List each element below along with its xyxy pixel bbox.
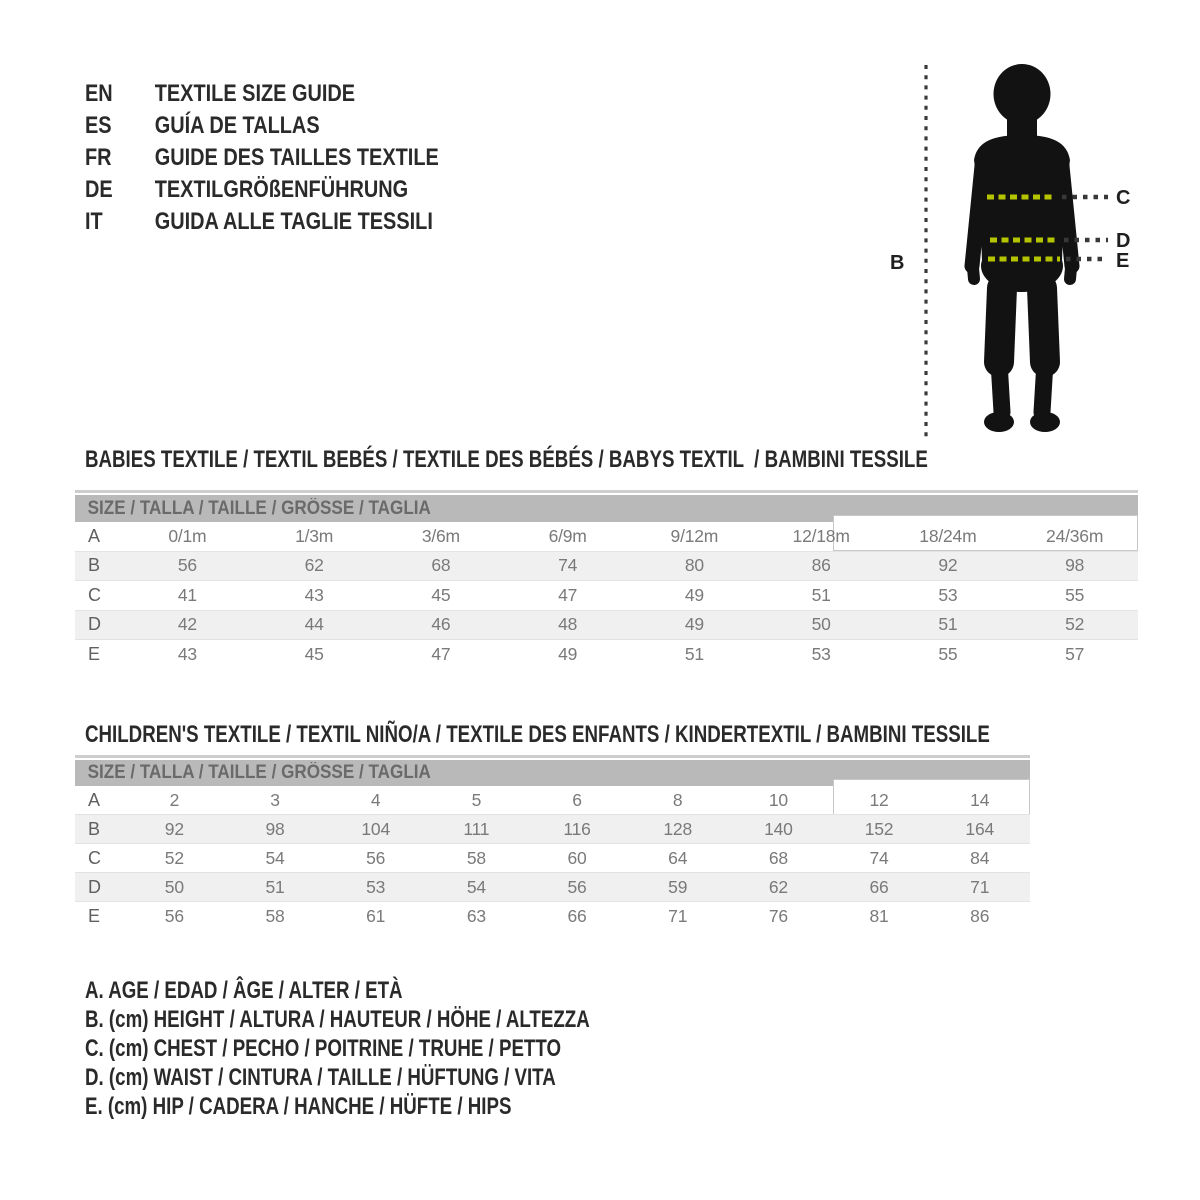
table-cell: 52 bbox=[164, 847, 184, 868]
table-row-C bbox=[75, 581, 1138, 611]
table-cell: 81 bbox=[869, 906, 889, 926]
language-row bbox=[85, 78, 439, 110]
table-cell: 56 bbox=[567, 876, 587, 897]
table-row-D bbox=[75, 873, 1030, 902]
table-cell: 86 bbox=[970, 906, 990, 926]
table-cell: 3/6m bbox=[421, 525, 460, 546]
language-title: TEXTILE SIZE GUIDE bbox=[154, 80, 356, 107]
language-title: GUIDA ALLE TAGLIE TESSILI bbox=[154, 208, 433, 235]
table-cell: 98 bbox=[265, 818, 285, 839]
table-cell: 164 bbox=[965, 818, 995, 839]
table-cell: 64 bbox=[668, 847, 688, 868]
babies-size-table bbox=[75, 490, 1138, 670]
table-cell: 56 bbox=[366, 847, 386, 868]
table-cell: 3 bbox=[270, 789, 280, 810]
table-cell: 66 bbox=[869, 876, 889, 897]
table-cell: 8 bbox=[672, 789, 683, 810]
table-cell: 43 bbox=[177, 644, 197, 665]
table-cell: 63 bbox=[466, 906, 486, 926]
table-row-E bbox=[75, 640, 1138, 670]
table-row-A bbox=[75, 522, 1138, 552]
table-cell: 104 bbox=[361, 818, 390, 839]
table-cell: 111 bbox=[463, 818, 490, 839]
table-cell: 54 bbox=[466, 876, 486, 897]
table-cell: 45 bbox=[304, 644, 324, 665]
table-cell: 58 bbox=[466, 847, 486, 868]
table-cell: 98 bbox=[1065, 555, 1085, 576]
hip-label: E bbox=[1116, 250, 1130, 272]
table-cell: 24/36m bbox=[1046, 525, 1104, 546]
size-table-header-label: SIZE / TALLA / TAILLE / GRÖSSE / TAGLIA bbox=[87, 762, 431, 783]
language-code: EN bbox=[85, 80, 113, 107]
row-label: A bbox=[88, 525, 101, 546]
table-cell: 12/18m bbox=[792, 525, 850, 546]
table-cell: 14 bbox=[970, 789, 990, 810]
children-section-heading: CHILDREN'S TEXTILE / TEXTIL NIÑO/A / TEXTILE DES ENFANTS / KINDERTEXTIL / BAMBINI TESSILE bbox=[85, 721, 990, 748]
row-label: C bbox=[88, 847, 101, 868]
legend-line-height: B. (cm) HEIGHT / ALTURA / HAUTEUR / HÖHE / ALTEZZA bbox=[85, 1006, 590, 1033]
table-cell: 48 bbox=[558, 614, 578, 635]
table-row-A bbox=[75, 786, 1030, 815]
table-cell: 68 bbox=[768, 847, 788, 868]
table-top-border bbox=[75, 755, 1030, 758]
waist-label: D bbox=[1116, 230, 1131, 252]
legend-line-hip: E. (cm) HIP / CADERA / HANCHE / HÜFTE / HIPS bbox=[85, 1093, 512, 1120]
legend-line-chest: C. (cm) CHEST / PECHO / POITRINE / TRUHE / PETTO bbox=[85, 1035, 562, 1062]
table-cell: 12 bbox=[869, 789, 889, 810]
table-cell: 74 bbox=[558, 555, 578, 576]
language-title: TEXTILGRÖßENFÜHRUNG bbox=[154, 176, 409, 203]
table-cell: 51 bbox=[811, 584, 831, 605]
table-cell: 61 bbox=[366, 906, 386, 926]
table-cell: 10 bbox=[768, 789, 788, 810]
table-cell: 76 bbox=[768, 906, 788, 926]
language-code: IT bbox=[85, 208, 103, 235]
table-cell: 116 bbox=[563, 818, 591, 839]
table-cell: 5 bbox=[471, 789, 482, 810]
table-row-B bbox=[75, 552, 1138, 582]
table-cell: 59 bbox=[668, 876, 688, 897]
table-cell: 92 bbox=[164, 818, 184, 839]
table-cell: 53 bbox=[938, 584, 958, 605]
table-cell: 41 bbox=[177, 584, 197, 605]
table-row-D bbox=[75, 611, 1138, 641]
table-cell: 49 bbox=[684, 584, 704, 605]
table-cell: 18/24m bbox=[919, 525, 977, 546]
language-code: ES bbox=[85, 112, 112, 139]
table-cell: 6 bbox=[572, 789, 582, 810]
table-cell: 49 bbox=[558, 644, 578, 665]
table-cell: 152 bbox=[864, 818, 894, 839]
row-label: A bbox=[88, 789, 101, 810]
table-cell: 44 bbox=[304, 614, 324, 635]
table-cell: 58 bbox=[265, 906, 285, 926]
size-table-header-label: SIZE / TALLA / TAILLE / GRÖSSE / TAGLIA bbox=[87, 498, 431, 519]
table-cell: 2 bbox=[169, 789, 180, 810]
table-cell: 52 bbox=[1065, 614, 1085, 635]
row-label: D bbox=[88, 614, 101, 635]
language-code: DE bbox=[85, 176, 113, 203]
child-measurement-figure bbox=[850, 40, 1160, 450]
table-cell: 53 bbox=[811, 644, 831, 665]
measurement-legend bbox=[85, 976, 732, 1121]
child-silhouette-icon bbox=[972, 64, 1072, 432]
chest-label: C bbox=[1116, 187, 1131, 209]
table-cell: 71 bbox=[970, 876, 990, 897]
table-body bbox=[75, 786, 1030, 931]
babies-section-heading: BABIES TEXTILE / TEXTIL BEBÉS / TEXTILE DES BÉBÉS / BABYS TEXTIL / BAMBINI TESSILE bbox=[85, 446, 928, 473]
table-cell: 1/3m bbox=[295, 525, 334, 546]
table-cell: 66 bbox=[567, 906, 587, 926]
table-cell: 51 bbox=[684, 644, 704, 665]
table-cell: 49 bbox=[684, 614, 704, 635]
table-cell: 74 bbox=[869, 847, 889, 868]
language-row bbox=[85, 206, 439, 238]
row-label: E bbox=[88, 644, 101, 665]
language-row bbox=[85, 110, 439, 142]
table-cell: 62 bbox=[304, 555, 324, 576]
table-cell: 4 bbox=[370, 789, 381, 810]
table-cell: 54 bbox=[265, 847, 285, 868]
language-title-list bbox=[85, 78, 511, 238]
row-label: E bbox=[88, 906, 101, 926]
children-size-table bbox=[75, 755, 1030, 931]
table-cell: 51 bbox=[938, 614, 958, 635]
table-cell: 71 bbox=[668, 906, 688, 926]
table-cell: 56 bbox=[177, 555, 197, 576]
table-cell: 68 bbox=[431, 555, 451, 576]
row-label: D bbox=[88, 876, 101, 897]
language-title: GUIDE DES TAILLES TEXTILE bbox=[154, 144, 439, 171]
table-cell: 55 bbox=[1065, 584, 1085, 605]
table-cell: 53 bbox=[366, 876, 386, 897]
table-cell: 47 bbox=[431, 644, 451, 665]
table-top-border bbox=[75, 490, 1138, 493]
table-cell: 51 bbox=[265, 876, 285, 897]
table-cell: 9/12m bbox=[670, 525, 719, 546]
table-cell: 55 bbox=[938, 644, 958, 665]
table-cell: 46 bbox=[431, 614, 451, 635]
height-label: B bbox=[890, 252, 905, 274]
row-label: B bbox=[88, 555, 101, 576]
legend-line-waist: D. (cm) WAIST / CINTURA / TAILLE / HÜFTUNG / VITA bbox=[85, 1064, 556, 1091]
table-cell: 60 bbox=[567, 847, 587, 868]
table-cell: 84 bbox=[970, 847, 990, 868]
row-label: C bbox=[88, 584, 101, 605]
language-code: FR bbox=[85, 144, 112, 171]
table-cell: 128 bbox=[663, 818, 692, 839]
table-cell: 92 bbox=[938, 555, 958, 576]
language-row bbox=[85, 174, 439, 206]
language-title: GUÍA DE TALLAS bbox=[154, 112, 320, 139]
table-row-E bbox=[75, 902, 1030, 931]
table-body bbox=[75, 522, 1138, 670]
table-cell: 43 bbox=[304, 584, 324, 605]
table-cell: 86 bbox=[811, 555, 831, 576]
table-cell: 80 bbox=[684, 555, 704, 576]
table-cell: 57 bbox=[1065, 644, 1085, 665]
table-row-B bbox=[75, 815, 1030, 844]
table-cell: 42 bbox=[177, 614, 197, 635]
table-cell: 0/1m bbox=[168, 525, 207, 546]
table-cell: 140 bbox=[764, 818, 793, 839]
row-label: B bbox=[88, 818, 101, 839]
table-cell: 56 bbox=[164, 906, 184, 926]
table-cell: 50 bbox=[811, 614, 831, 635]
table-row-C bbox=[75, 844, 1030, 873]
table-cell: 6/9m bbox=[548, 525, 587, 546]
table-cell: 45 bbox=[431, 584, 451, 605]
table-cell: 47 bbox=[558, 584, 578, 605]
language-row bbox=[85, 142, 439, 174]
table-cell: 62 bbox=[768, 876, 788, 897]
table-cell: 50 bbox=[164, 876, 184, 897]
legend-line-age: A. AGE / EDAD / ÂGE / ALTER / ETÀ bbox=[85, 977, 403, 1004]
